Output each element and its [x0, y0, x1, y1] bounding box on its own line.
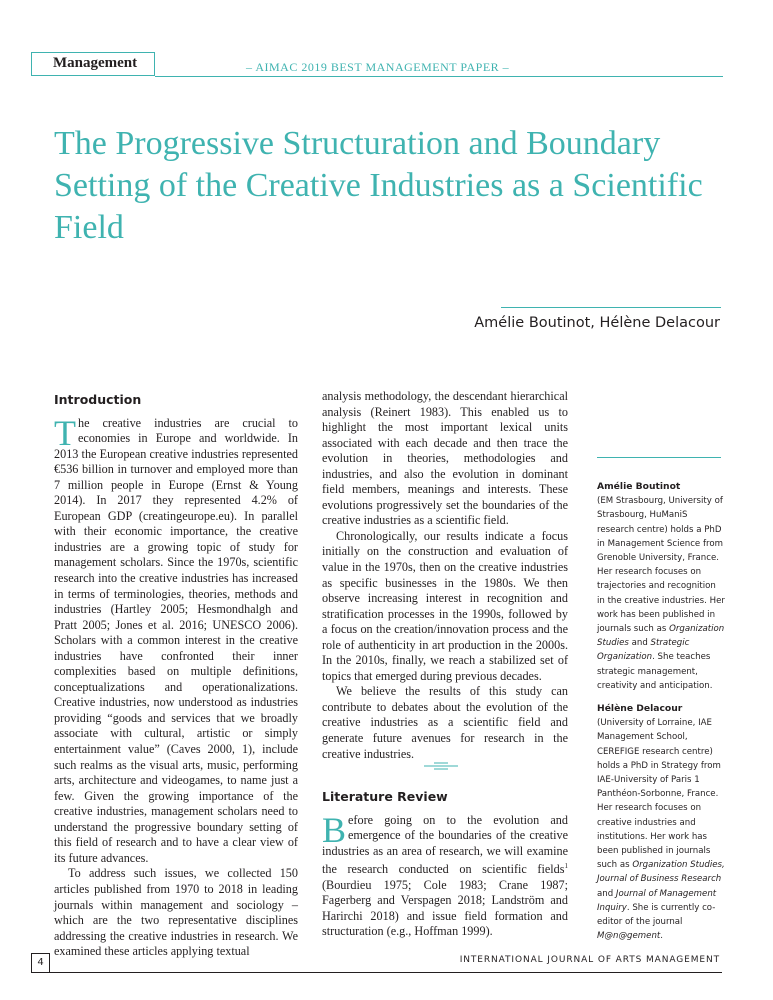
page-number: 4 — [31, 953, 50, 973]
introduction-paragraph-3: analysis methodology, the descendant hierarchical analysis (Reinert 1983). This enabled us to highlight the most important lexical units associated with each decade and then trace the evolution in theories, methodologies and industries, and also the evolution in dominant field members, meanings and interests. These evolutions progressively set the boundaries of the creative industries as a scientific field. — [322, 389, 568, 528]
bio-2-journal-1: Organization Studies, Journal of Business Research — [597, 860, 725, 885]
bio-2-and: and — [597, 888, 616, 899]
bio-1-part-b: . She teaches strategic management, creativity and anticipation. — [597, 652, 713, 691]
introduction-paragraph-1 — [54, 412, 298, 867]
literature-review-paragraph-1 — [322, 809, 568, 940]
bio-1-and: and — [628, 638, 651, 649]
introduction-paragraph-4: Chronologically, our results indicate a focus initially on the construction and evaluation of value in the 1970s, then on the creative industries as specific businesses in the 1980s. We then observe increasing interest in recognition and stratification processes in the 1990s, followed by a focus on the creation/innovation process and the role of authenticity in art production in the 2000s. In the 2010s, finally, we reach a stabilized set of topics that emerged during previous decades. — [322, 528, 568, 683]
bio-1-journal-1: Organization Studies — [597, 624, 725, 649]
literature-review-heading: Literature Review — [322, 789, 448, 804]
bio-rule — [597, 457, 721, 458]
section-rule — [155, 76, 723, 77]
authors-rule — [501, 307, 721, 308]
literature-review-paragraph-1-end: (Bourdieu 1975; Cole 1983; Crane 1987; Fagerberg and Verspagen 2018; Landström and Harirchi 2018) and issue field formation and structuration (e.g., Hoffman 1999). — [322, 877, 568, 939]
literature-review-section — [322, 789, 568, 940]
section-divider-ornament — [424, 759, 458, 773]
award-banner: – AIMAC 2019 BEST MANAGEMENT PAPER – — [246, 60, 510, 74]
bio-1-journal-2: Strategic Organization — [597, 638, 690, 663]
introduction-paragraph-5: We believe the results of this study can contribute to debates about the evolution of the creative industries as a scientific field and generate future avenues for research in the creative industries. — [322, 684, 568, 761]
introduction-paragraph-2: To address such issues, we collected 150 articles published from 1970 to 2018 in leading journals within management and sociology – which are the two representative disciplines addressing the creative industries in research. We examined these articles applying textual — [54, 866, 298, 959]
column-1 — [54, 392, 298, 960]
footer-rule — [50, 972, 722, 973]
bio-1-part-a: (EM Strasbourg, University of Strasbourg, HuManiS research centre) holds a PhD in Management Science from Grenoble University, France. Her research focuses on trajectories and recognition in the creative industries. Her work has been published in journals such as — [597, 496, 725, 635]
column-2 — [322, 389, 568, 762]
journal-name: INTERNATIONAL JOURNAL OF ARTS MANAGEMENT — [459, 955, 720, 965]
bio-2-end: . — [660, 931, 663, 942]
drop-cap: B — [322, 809, 347, 850]
footnote-marker: 1 — [564, 862, 568, 871]
article-authors: Amélie Boutinot, Hélène Delacour — [474, 315, 720, 331]
drop-cap: T — [54, 412, 76, 453]
introduction-paragraph-1-text: he creative industries are crucial to economies in Europe and worldwide. In 2013 the European creative industries represented €536 billion in turnover and employed more than 7 million people in Europe (Ernst & Young 2014). In 2017 they represented 4.2% of European GDP (creatingeurope.eu). In parallel with their economic importance, the creative industries are a growing topic of study for management scholars. Since the 1970s, scientific research into the creative industries has increased in terms of terminologies, theories, methods and industries (Hartley 2005; Hesmondhalgh and Pratt 2005; Jones et al. 2016; UNESCO 2006). Scholars with a common interest in the creative industries have confronted their inner complexities based on multiple definitions, conceptualizations and operationalizations. Creative industries, now understood as industries providing “goods and services that we broadly associate with cultural, artistic or simply entertainment value” (Caves 2000, 1), include such realms as the visual arts, music, performing arts, architecture and videogames, to name just a few. Given the growing importance of the creative industries, management scholars need to understand the progressive boundary setting of this field of research and to have a clear view of its future advances. — [54, 415, 298, 865]
bio-name-1: Amélie Boutinot — [597, 481, 681, 492]
bio-name-2: Hélène Delacour — [597, 703, 683, 715]
bio-2-part-a: (University of Lorraine, IAE Management School, CEREFIGE research centre) holds a PhD in Strategy from IAE-University of Paris 1 Panthéon-Sorbonne, France. Her research focuses on creative industries and institutions. Her work has been published in journals such as — [597, 718, 721, 871]
section-label: Management — [31, 52, 155, 76]
bio-2-journal-3: M@n@gement — [597, 931, 661, 942]
bio-2-part-b: . She is currently co-editor of the journal — [597, 902, 716, 928]
literature-review-paragraph-1-text: efore going on to the evolution and emergence of the boundaries of the creative industries as an area of research, we will examine the research conducted on scientific fields — [322, 812, 568, 877]
introduction-heading: Introduction — [54, 392, 142, 407]
bio-text-2 — [597, 716, 725, 943]
author-bios — [597, 480, 725, 944]
article-title: The Progressive Structuration and Boundary Setting of the Creative Industries as a Scientific Field — [54, 125, 703, 246]
bio-text-1 — [597, 494, 725, 693]
bio-2-journal-2: Journal of Management Inquiry — [597, 888, 717, 913]
